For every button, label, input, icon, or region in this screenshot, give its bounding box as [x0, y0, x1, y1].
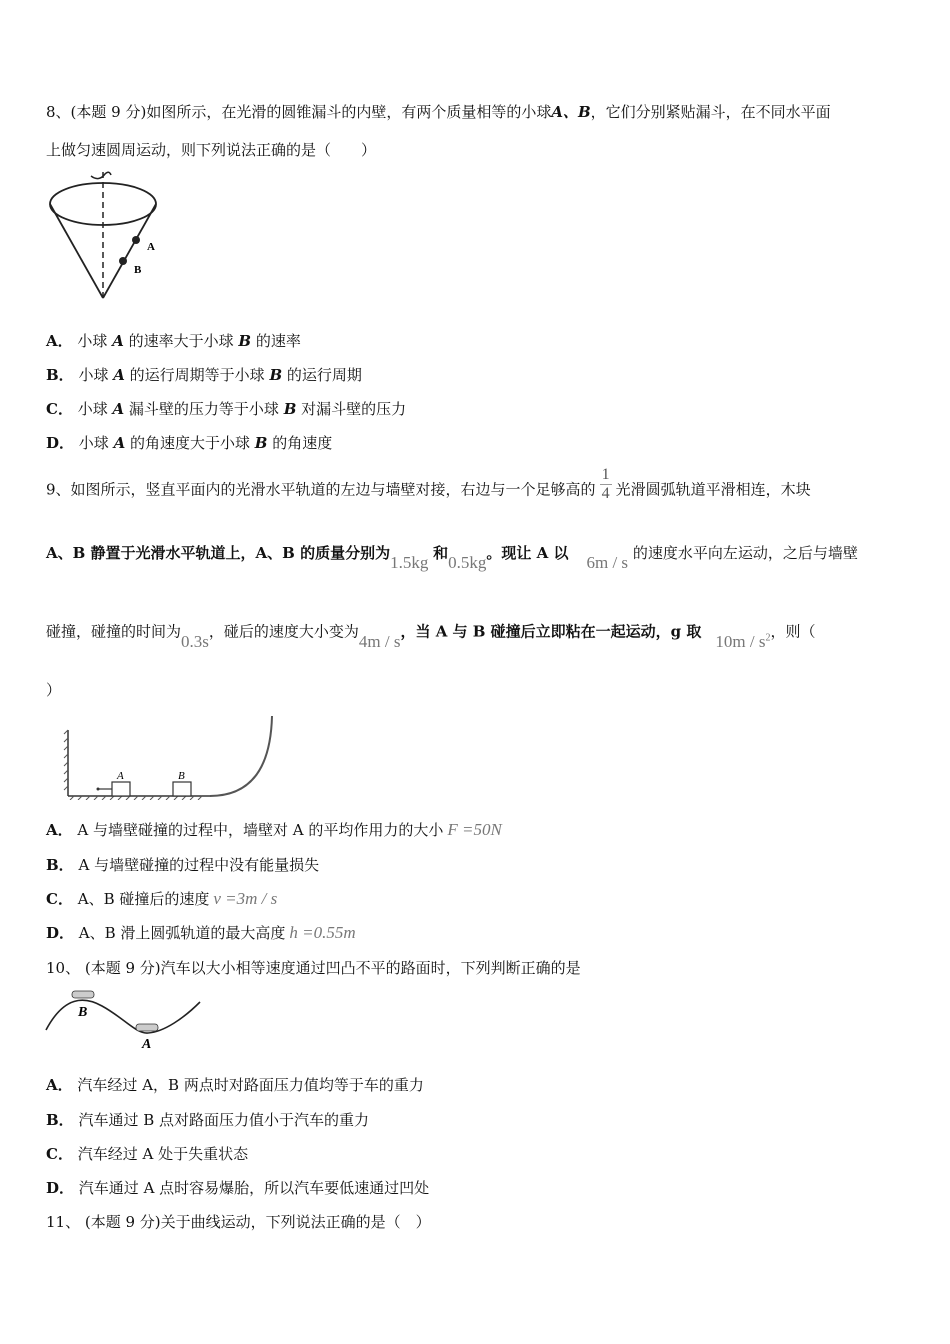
q9-option-d[interactable]: D． A、B 滑上圆弧轨道的最大高度 h =0.55m [46, 923, 356, 942]
q8-stem-line1: 8、(本题 9 分)如图所示，在光滑的圆锥漏斗的内壁，有两个质量相等的小球A、B，它们分别紧贴漏斗，在不同水平面 [46, 103, 831, 121]
q10-option-a[interactable]: A． 汽车经过 A，B 两点时对路面压力值均等于车的重力 [46, 1076, 424, 1094]
cone-funnel-figure [46, 168, 166, 300]
q9-stem-line2: A、B 静置于光滑水平轨道上，A、B 的质量分别为1.5kg 和0.5kg。现让 A 以 6m / s 的速度水平向左运动，之后与墙壁 [46, 544, 858, 572]
svg-text:A: A [117, 770, 124, 782]
q11-stem: 11、 (本题 9 分)关于曲线运动，下列说法正确的是（ ） [46, 1213, 431, 1231]
q10-option-b[interactable]: B． 汽车通过 B 点对路面压力值小于汽车的重力 [46, 1111, 370, 1129]
svg-text:B: B [134, 264, 142, 276]
q9-stem-line1: 9、如图所示，竖直平面内的光滑水平轨道的左边与墙壁对接，右边与一个足够高的 $\frac{1}{4}$ 光滑圆弧轨道平滑相连，木块 [46, 466, 811, 502]
q9-stem-line4: ） [46, 681, 62, 699]
q8-option-b[interactable]: B． 小球 A 的运行周期等于小球 B 的运行周期 [46, 366, 362, 384]
q10-option-c[interactable]: C． 汽车经过 A 处于失重状态 [46, 1145, 249, 1163]
fraction-quarter: $\frac{1}{4}$ [601, 466, 610, 502]
q8-stem-line2: 上做匀速圆周运动，则下列说法正确的是（ ） [46, 141, 377, 159]
q9-option-a[interactable]: A． A 与墙壁碰撞的过程中，墙壁对 A 的平均作用力的大小 F =50N [46, 820, 502, 839]
q10-stem: 10、 (本题 9 分)汽车以大小相等速度通过凹凸不平的路面时，下列判断正确的是 [46, 959, 581, 977]
q8-option-d[interactable]: D． 小球 A 的角速度大于小球 B 的角速度 [46, 434, 333, 452]
svg-text:A: A [147, 241, 155, 253]
svg-text:B: B [78, 1005, 88, 1020]
svg-text:A: A [142, 1037, 152, 1052]
q8-option-a[interactable]: A． 小球 A 的速率大于小球 B 的速率 [46, 332, 301, 350]
q9-option-b[interactable]: B． A 与墙壁碰撞的过程中没有能量损失 [46, 856, 320, 874]
q9-stem-line3: 碰撞，碰撞的时间为0.3s，碰后的速度大小变为4m / s，当 A 与 B 碰撞后立即粘在一起运动，g 取 $10m / s^2$，则（ [46, 622, 816, 651]
svg-text:B: B [178, 770, 185, 782]
q9-option-c[interactable]: C． A、B 碰撞后的速度 v =3m / s [46, 889, 278, 908]
q8-option-c[interactable]: C． 小球 A 漏斗壁的压力等于小球 B 对漏斗壁的压力 [46, 400, 407, 418]
bumpy-road-figure [44, 986, 206, 1052]
track-wall-figure [60, 712, 280, 800]
q10-option-d[interactable]: D． 汽车通过 A 点时容易爆胎，所以汽车要低速通过凹处 [46, 1179, 430, 1197]
